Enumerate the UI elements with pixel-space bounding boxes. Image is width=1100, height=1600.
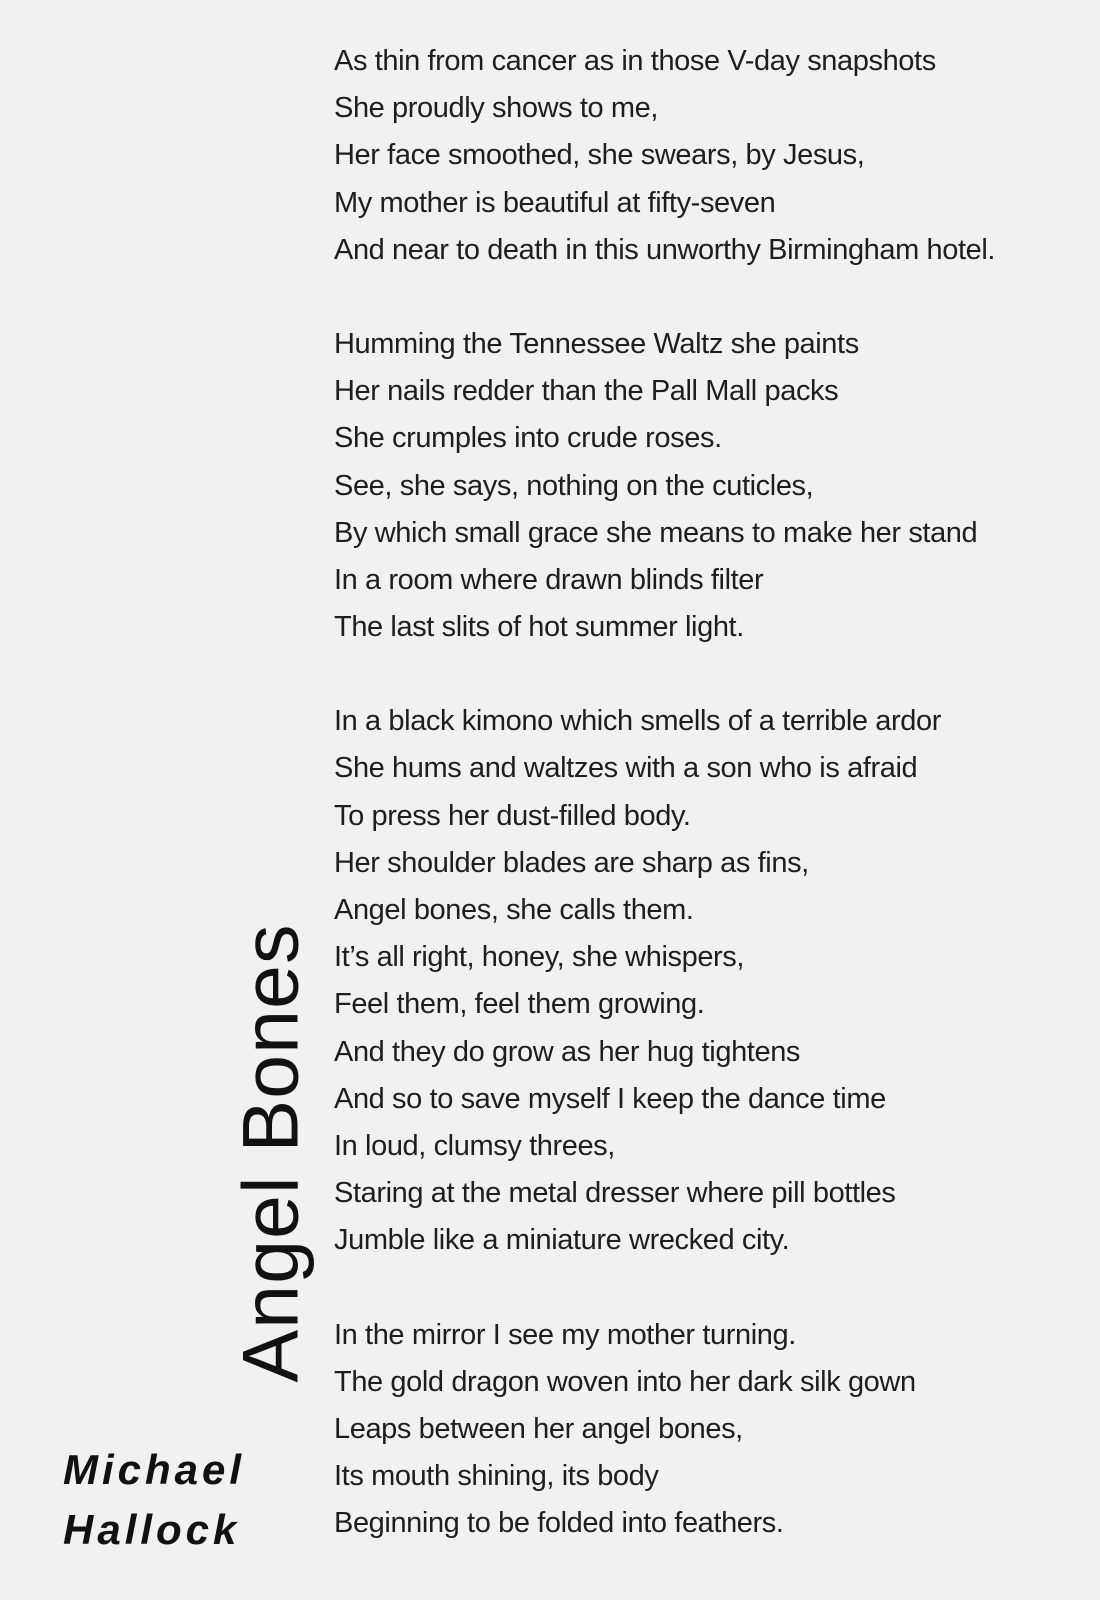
poem-line: Humming the Tennessee Waltz she paints bbox=[334, 327, 859, 360]
poem-line: Her shoulder blades are sharp as fins, bbox=[334, 846, 809, 879]
poem-line: In a black kimono which smells of a terrible ardor bbox=[334, 705, 941, 738]
poem-line: In loud, clumsy threes, bbox=[334, 1129, 615, 1162]
poem-line: It’s all right, honey, she whispers, bbox=[334, 941, 745, 974]
poem-line: My mother is beautiful at fifty-seven bbox=[334, 186, 776, 219]
poem-line: Angel bones, she calls them. bbox=[334, 894, 694, 926]
poem-line: By which small grace she means to make her stand bbox=[334, 516, 978, 549]
stanza bbox=[334, 321, 1074, 651]
poem-body bbox=[334, 38, 1074, 1594]
poem-title: Angel Bones bbox=[225, 923, 315, 1383]
author-name bbox=[63, 1440, 245, 1560]
poem-line: And near to death in this unworthy Birmingham hotel. bbox=[334, 233, 996, 266]
poem-line: And so to save myself I keep the dance time bbox=[334, 1082, 886, 1115]
poem-line: Her nails redder than the Pall Mall packs bbox=[334, 375, 839, 408]
poem-line: Feel them, feel them growing. bbox=[334, 988, 705, 1021]
poem-line: And they do grow as her hug tightens bbox=[334, 1035, 801, 1068]
poem-line: Jumble like a miniature wrecked city. bbox=[334, 1224, 790, 1257]
author-last-name: Hallock bbox=[63, 1506, 241, 1553]
author-first-name: Michael bbox=[63, 1446, 246, 1493]
stanza bbox=[334, 1312, 1074, 1548]
poem-line: The last slits of hot summer light. bbox=[334, 611, 744, 644]
poem-line: She hums and waltzes with a son who is afraid bbox=[334, 752, 918, 785]
poem-line: See, she says, nothing on the cuticles, bbox=[334, 469, 814, 502]
poem-line: As thin from cancer as in those V-day snapshots bbox=[334, 45, 936, 77]
poem-line: In a room where drawn blinds filter bbox=[334, 563, 764, 596]
poem-line: She proudly shows to me, bbox=[334, 92, 659, 125]
poem-line: She crumples into crude roses. bbox=[334, 422, 722, 455]
poem-line: Its mouth shining, its body bbox=[334, 1460, 659, 1493]
stanza bbox=[334, 698, 1074, 1264]
poem-line: Leaps between her angel bones, bbox=[334, 1412, 743, 1445]
poem-line: The gold dragon woven into her dark silk gown bbox=[334, 1365, 916, 1398]
stanza bbox=[334, 38, 1074, 274]
poem-line: To press her dust-filled body. bbox=[334, 799, 691, 832]
poem-line: Her face smoothed, she swears, by Jesus, bbox=[334, 139, 865, 172]
poem-line: Staring at the metal dresser where pill bottles bbox=[334, 1177, 896, 1210]
poem-line: Beginning to be folded into feathers. bbox=[334, 1507, 784, 1540]
poem-line: In the mirror I see my mother turning. bbox=[334, 1318, 796, 1351]
